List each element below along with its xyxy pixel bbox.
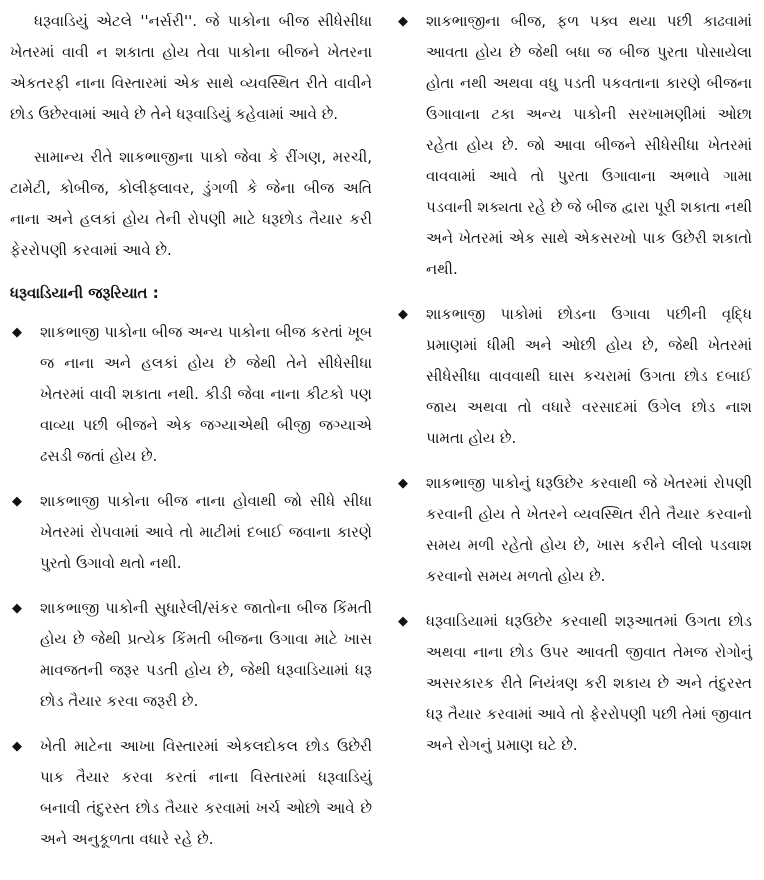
- list-item: [10, 731, 372, 855]
- list-item: [10, 317, 372, 472]
- list-item: [396, 468, 752, 592]
- list-item-text: શાકભાજી પાકોનું ધરૂઉછેર કરવાથી જે ખેતરમાં રોપણી કરવાની હોય તે ખેતરને વ્યવસ્થિત રીતે તૈયાર કરવાનો સમય મળી રહેતો હોય છે, ખાસ કરીને લીલો પડવાશ કરવાનો સમય મળતો હોય છે.: [426, 474, 752, 585]
- list-item-text: શાકભાજી પાકોમાં છોડના ઉગાવા પછીની વૃદ્ધિ પ્રમાણમાં ધીમી અને ઓછી હોય છે, જેથી ખેતરમાં સીધેસીધા વાવવાથી ઘાસ કચરામાં ઉગતા છોડ દબાઈ જાય અથવા તો વધારે વરસાદમાં ઉગેલ છોડ નાશ પામતા હોય છે.: [426, 305, 752, 447]
- list-item: [10, 486, 372, 579]
- diamond-bullet-icon: ◆: [12, 601, 22, 616]
- intro-paragraph: ધરૂવાડિયું એટલે ''નર્સરી''. જે પાકોના બીજ સીધેસીધા ખેતરમાં વાવી ન શકાતા હોય તેવા પાકોના બીજને ખેતરના એકતરફી નાના વિસ્તારમાં એક સાથે વ્યવસ્થિત રીતે વાવીને છોડ ઉછેરવામાં આવે છે તેને ધરૂવાડિયું કહેવામાં આવે છે.: [10, 12, 372, 123]
- diamond-bullet-icon: ◆: [12, 494, 22, 509]
- list-item-text: શાકભાજી પાકોની સુધારેલી/સંકર જાતોના બીજ કિંમતી હોય છે જેથી પ્રત્યેક કિંમતી બીજના ઉગાવા માટે ખાસ માવજતની જરૂર પડતી હોય છે, જેથી ધરૂવાડિયામાં ધરૂ છોડ તૈયાર કરવા જરૂરી છે.: [40, 599, 372, 710]
- left-column: [10, 6, 372, 869]
- list-item-text: શાકભાજી પાકોના બીજ અન્ય પાકોના બીજ કરતાં ખૂબ જ નાના અને હલકાં હોય છે જેથી તેને સીધેસીધા ખેતરમાં વાવી શકાતા નથી. કીડી જેવા નાના કીટકો પણ વાવ્યા પછી બીજને એક જગ્યાએથી બીજી જગ્યાએ ઢસડી જતાં હોય છે.: [40, 323, 372, 465]
- section-heading: ધરૂવાડિયાની જરૂરિયાત :: [10, 284, 159, 302]
- list-item-text: ધરૂવાડિયામાં ધરૂઉછેર કરવાથી શરૂઆતમાં ઉગતા છોડ અથવા નાના છોડ ઉપર આવતી જીવાત તેમજ રોગોનું અસરકારક રીતે નિયંત્રણ કરી શકાય છે અને તંદુરસ્ત ધરૂ તૈયાર કરવામાં આવે તો ફેરરોપણી પછી તેમાં જીવાત અને રોગનું પ્રમાણ ઘટે છે.: [426, 612, 752, 754]
- list-item: [396, 6, 752, 285]
- right-column: [396, 6, 752, 775]
- list-item-text: ખેતી માટેના આખા વિસ્તારમાં એકલદોકલ છોડ ઉછેરી પાક તૈયાર કરવા કરતાં નાના વિસ્તારમાં ધરૂવાડિયું બનાવી તંદુરસ્ત છોડ તૈયાર કરવામાં ખર્ચ ઓછો આવે છે અને અનુકૂળતા વધારે રહે છે.: [40, 737, 372, 848]
- list-item: [10, 593, 372, 717]
- list-item: [396, 606, 752, 761]
- diamond-bullet-icon: ◆: [12, 325, 22, 340]
- diamond-bullet-icon: ◆: [398, 307, 408, 322]
- diamond-bullet-icon: ◆: [12, 739, 22, 754]
- diamond-bullet-icon: ◆: [398, 614, 408, 629]
- vegetable-nursery-paragraph: સામાન્ય રીતે શાકભાજીના પાકો જેવા કે રીંગણ, મરચી, ટામેટી, કોબીજ, કોલીફ્લાવર, ડુંગળી કે જેના બીજ અતિ નાના અને હલકાં હોય તેની રોપણી માટે ધરૂછોડ તૈયાર કરી ફેરરોપણી કરવામાં આવે છે.: [10, 148, 372, 259]
- list-item-text: શાકભાજી પાકોના બીજ નાના હોવાથી જો સીધે સીધા ખેતરમાં રોપવામાં આવે તો માટીમાં દબાઈ જવાના કારણે પુરતો ઉગાવો થતો નથી.: [40, 492, 372, 572]
- diamond-bullet-icon: ◆: [398, 14, 408, 29]
- list-item-text: શાકભાજીના બીજ, ફળ પક્વ થયા પછી કાઢવામાં આવતા હોય છે જેથી બધા જ બીજ પુરતા પોસાયેલા હોતા નથી અથવા વધુ પડતી પકવતાના કારણે બીજના ઉગાવાના ટકા અન્ય પાકોની સરખામણીમાં ઓછા રહેતા હોય છે. જો આવા બીજને સીધેસીધા ખેતરમાં વાવવામાં આવે તો પુરતા ઉગાવાના અભાવે ગામા પડવાની શક્યતા રહે છે જે બીજ દ્વારા પૂરી શકાતા નથી અને ખેતરમાં એક સાથે એકસરખો પાક ઉછેરી શકાતો નથી.: [426, 12, 752, 278]
- diamond-bullet-icon: ◆: [398, 476, 408, 491]
- list-item: [396, 299, 752, 454]
